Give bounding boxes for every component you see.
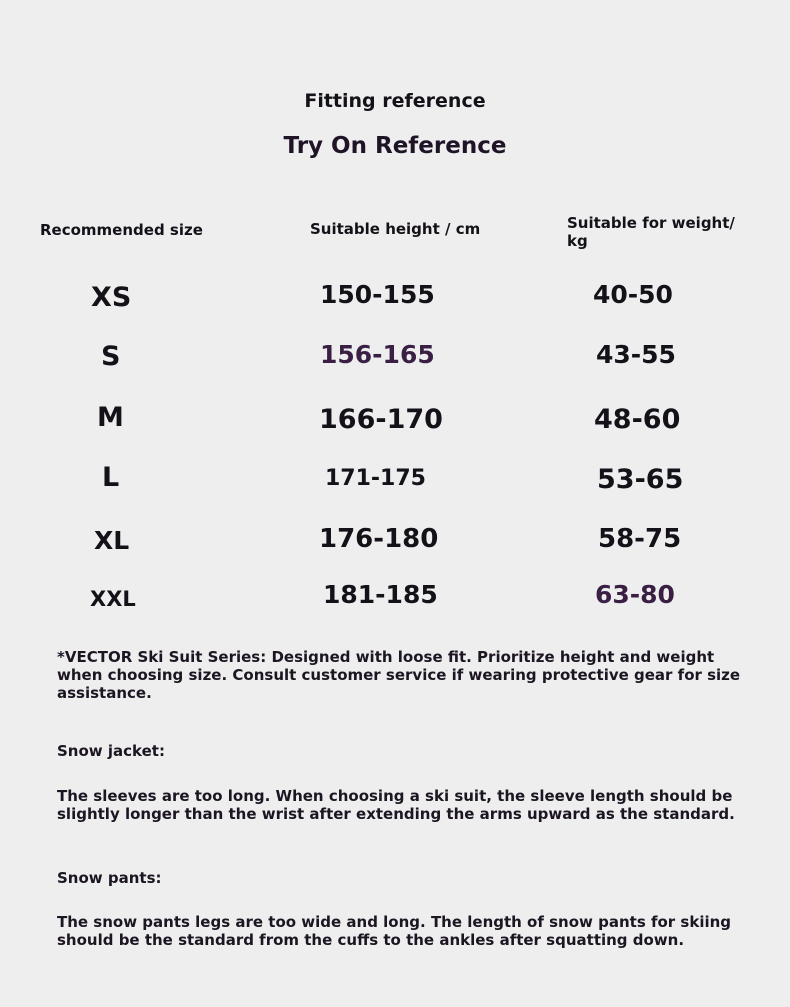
snow-jacket-text: The sleeves are too long. When choosing a ski suit, the sleeve length should be slightly longer than the wrist after extending the arms upward as the standard. <box>57 787 735 823</box>
height-cell: 181-185 <box>323 580 438 609</box>
size-cell: L <box>102 462 120 493</box>
page-title: Try On Reference <box>283 133 507 159</box>
weight-cell: 58-75 <box>598 524 682 554</box>
column-header-weight: Suitable for weight/ kg <box>567 214 735 250</box>
snow-jacket-heading: Snow jacket: <box>57 742 165 760</box>
size-cell: XS <box>91 282 132 313</box>
weight-cell: 40-50 <box>593 280 673 309</box>
size-cell: XL <box>94 526 130 555</box>
size-cell: S <box>101 341 121 372</box>
height-cell: 156-165 <box>320 340 435 369</box>
weight-cell: 48-60 <box>594 404 681 435</box>
vector-note: *VECTOR Ski Suit Series: Designed with loose fit. Prioritize height and weight when choosing size. Consult customer service if wearing protective gear for size assistance. <box>57 648 741 702</box>
weight-cell: 53-65 <box>597 464 684 495</box>
weight-cell: 43-55 <box>596 340 676 369</box>
column-header-size: Recommended size <box>40 221 203 239</box>
weight-cell: 63-80 <box>595 580 675 609</box>
snow-pants-text: The snow pants legs are too wide and long. The length of snow pants for skiing should be the standard from the cuffs to the ankles after squatting down. <box>57 913 732 949</box>
fitting-reference-heading: Fitting reference <box>304 90 486 112</box>
size-cell: M <box>97 402 124 433</box>
height-cell: 150-155 <box>320 280 435 309</box>
column-header-height: Suitable height / cm <box>310 220 481 238</box>
height-cell: 176-180 <box>319 524 439 554</box>
snow-pants-heading: Snow pants: <box>57 869 162 887</box>
size-cell: XXL <box>90 587 136 611</box>
height-cell: 171-175 <box>325 466 426 491</box>
height-cell: 166-170 <box>319 404 443 435</box>
